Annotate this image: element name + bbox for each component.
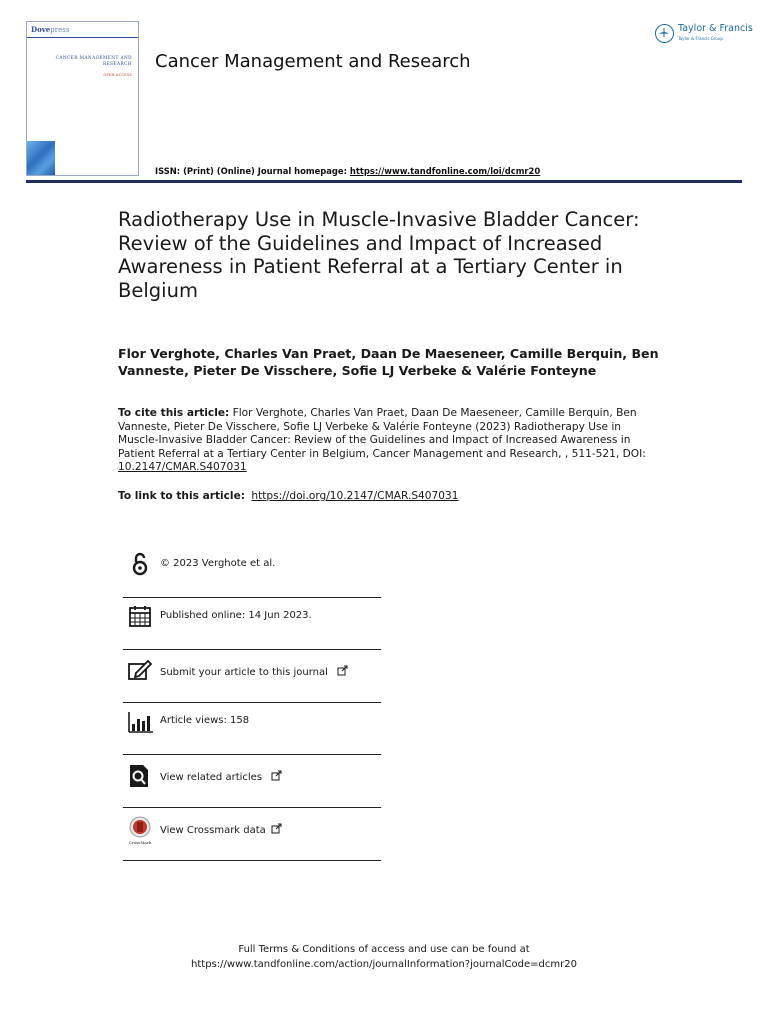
publisher-group: Taylor & Francis Group (678, 36, 723, 41)
cover-open-access: OPEN ACCESS (103, 73, 132, 77)
open-access-icon (127, 551, 153, 577)
article-link-block (118, 490, 678, 502)
calendar-icon (127, 603, 153, 629)
edit-icon (127, 658, 153, 684)
cover-graphic (27, 141, 55, 175)
issn-line (155, 166, 540, 176)
journal-homepage-link[interactable]: https://www.tandfonline.com/loi/dcmr20 (349, 166, 541, 176)
views-row (123, 700, 381, 744)
crossmark-link[interactable]: View Crossmark data (160, 823, 282, 836)
cover-journal-name: CANCER MANAGEMENT AND RESEARCH (55, 56, 132, 67)
published-row (123, 595, 381, 639)
footer (0, 942, 768, 972)
related-articles-link[interactable]: View related articles (160, 770, 282, 783)
copyright-text: © 2023 Verghote et al. (160, 558, 276, 569)
article-views: Article views: 158 (160, 715, 250, 726)
related-articles-icon (127, 763, 153, 789)
crossmark-row[interactable] (123, 808, 381, 852)
issn-prefix: ISSN: (Print) (Online) Journal homepage: (155, 166, 350, 176)
footer-terms: Full Terms & Conditions of access and use can be found at (238, 944, 530, 955)
citation-doi-link[interactable]: 10.2147/CMAR.S407031 (118, 461, 247, 474)
article-link-label: To link to this article: (118, 490, 245, 502)
citation-label: To cite this article: (118, 407, 230, 419)
row-divider (123, 860, 381, 861)
submit-article-link[interactable]: Submit your article to this journal (160, 665, 348, 678)
bar-chart-icon (127, 708, 153, 734)
crossmark-icon (127, 816, 153, 845)
header-rule (26, 180, 742, 183)
journal-cover (26, 21, 139, 176)
cover-rule (27, 37, 139, 38)
external-link-icon (337, 665, 348, 676)
publisher-logo-icon (655, 24, 674, 43)
copyright-row (123, 543, 381, 587)
citation-block (118, 407, 648, 475)
related-row[interactable] (123, 755, 381, 799)
external-link-icon (271, 770, 282, 781)
crossmark-caption: CrossMark (128, 840, 152, 845)
publisher-logo (655, 22, 753, 48)
cover-brand: Dovepress (31, 25, 70, 34)
footer-terms-url[interactable]: https://www.tandfonline.com/action/journalInformation?journalCode=dcmr20 (191, 959, 577, 970)
citation-text: Flor Verghote, Charles Van Praet, Daan De Maeseneer, Camille Berquin, Ben Vanneste, Pieter De Visschere, Sofie LJ Verbeke & Valérie Fonteyne (2023) Radiotherapy Use in Muscle-Invasive Bladder Cancer: Review of the Guidelines and Impact of Increased Awareness in Patient Referral at a Tertiary Center in Belgium, Cancer Management and Research, , 511-521, DOI: (118, 407, 646, 460)
article-doi-link[interactable]: https://doi.org/10.2147/CMAR.S407031 (251, 490, 459, 502)
article-title: Radiotherapy Use in Muscle-Invasive Bladder Cancer: Review of the Guidelines and Impact of Increased Awareness in Patient Referral at a Tertiary Center in Belgium (118, 208, 640, 302)
journal-title: Cancer Management and Research (155, 51, 471, 72)
published-date: Published online: 14 Jun 2023. (160, 610, 312, 621)
external-link-icon (271, 823, 282, 834)
publisher-name: Taylor & Francis (678, 23, 753, 34)
article-authors: Flor Verghote, Charles Van Praet, Daan De Maeseneer, Camille Berquin, Ben Vanneste, Pieter De Visschere, Sofie LJ Verbeke & Valérie Fonteyne (118, 346, 659, 378)
submit-row[interactable] (123, 650, 381, 694)
